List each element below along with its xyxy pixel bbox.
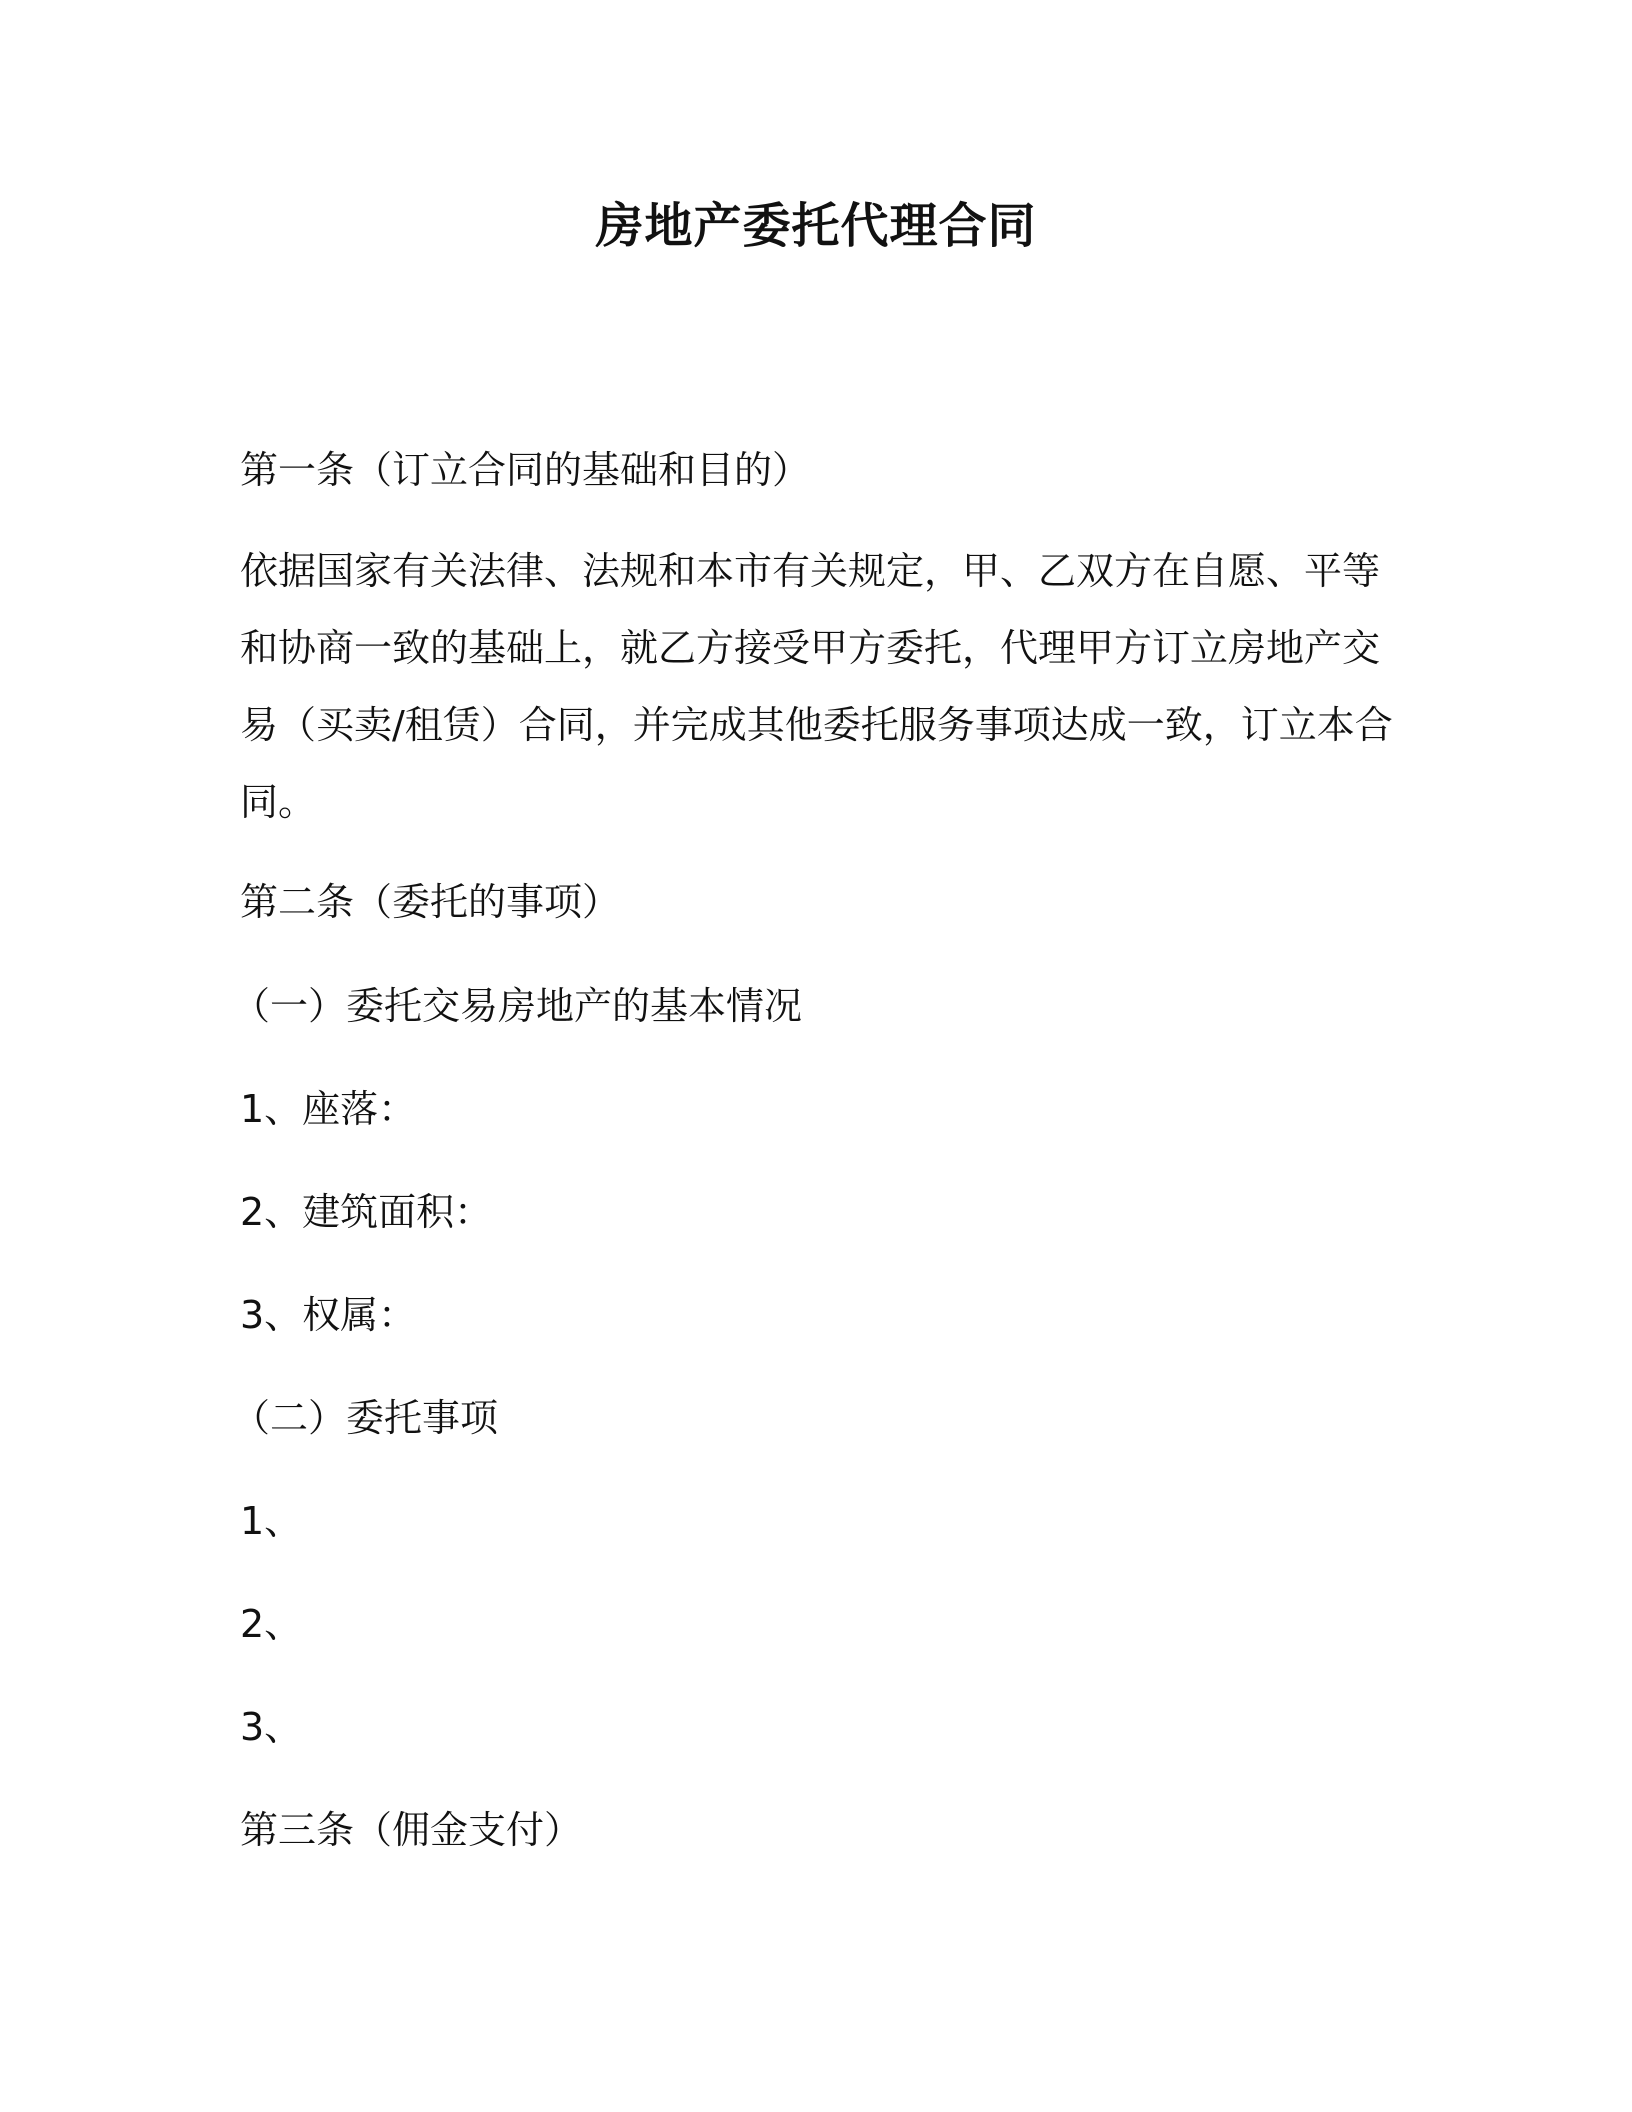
section-1-item-2: 2、建筑面积： [240, 1190, 493, 1234]
article-1-line-3: 易（买卖/租赁）合同，并完成其他委托服务事项达成一致，订立本合 [240, 703, 1393, 747]
article-1-heading: 第一条（订立合同的基础和目的） [240, 448, 811, 492]
article-1-line-1: 依据国家有关法律、法规和本市有关规定，甲、乙双方在自愿、平等 [240, 549, 1381, 593]
section-2-item-2: 2、 [240, 1602, 303, 1646]
article-1-line-4: 同。 [240, 780, 317, 824]
document-title: 房地产委托代理合同 [595, 198, 1037, 254]
section-1-item-1: 1、座落： [240, 1087, 417, 1131]
article-2-heading: 第二条（委托的事项） [240, 880, 621, 924]
section-2-heading: （二）委托事项 [232, 1396, 499, 1440]
section-2-item-1: 1、 [240, 1499, 303, 1543]
article-1-line-2: 和协商一致的基础上，就乙方接受甲方委托，代理甲方订立房地产交 [240, 626, 1381, 670]
section-2-item-3: 3、 [240, 1705, 303, 1749]
section-1-heading: （一）委托交易房地产的基本情况 [232, 984, 803, 1028]
section-1-item-3: 3、权属： [240, 1293, 417, 1337]
article-3-heading: 第三条（佣金支付） [240, 1808, 583, 1852]
